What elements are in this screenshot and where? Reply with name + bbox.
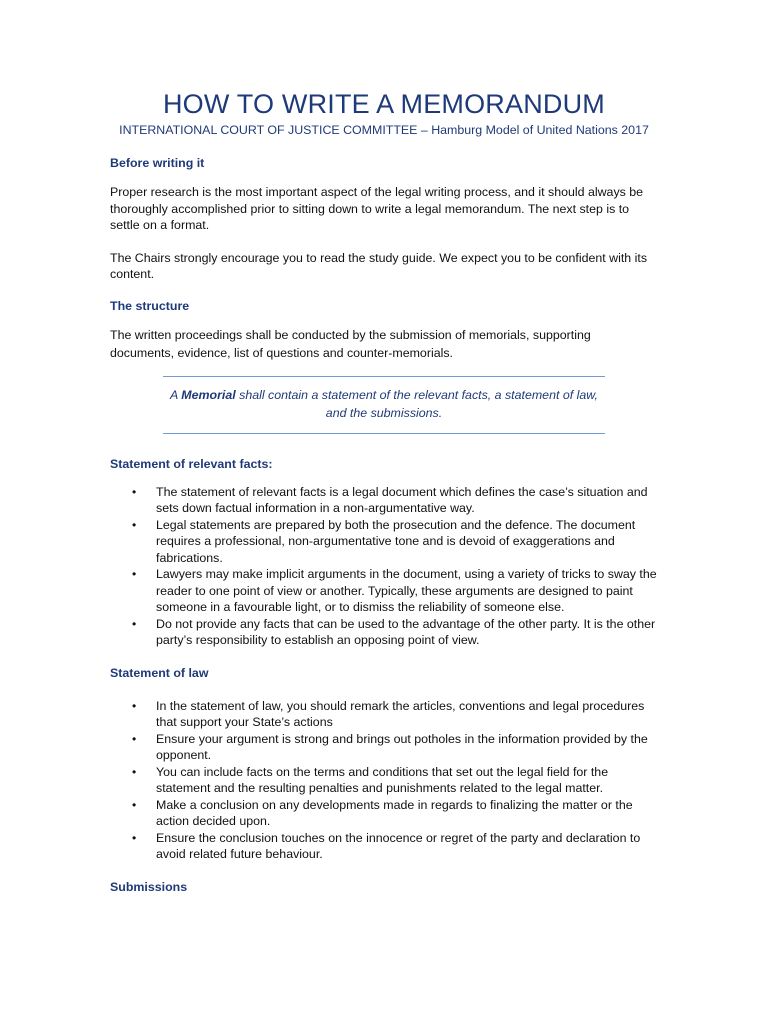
heading-structure: The structure xyxy=(110,298,190,313)
list-item: • Ensure your argument is strong and brings out potholes in the information provided by the opponent. xyxy=(132,731,648,762)
heading-relevant-facts: Statement of relevant facts: xyxy=(110,456,273,471)
before-writing-paragraph-2: The Chairs strongly encourage you to read the study guide. We expect you to be confident with its content. xyxy=(110,250,648,281)
heading-submissions: Submissions xyxy=(110,879,188,894)
bullet-icon: • xyxy=(132,616,137,631)
quote-rest: shall contain a statement of the relevant facts, a statement of law, and the submissions. xyxy=(235,387,598,420)
list-item: • In the statement of law, you should remark the articles, conventions and legal procedures that support your State’s actions xyxy=(132,698,645,729)
document-title: HOW TO WRITE A MEMORANDUM xyxy=(162,89,605,119)
bullet-icon: • xyxy=(132,517,137,532)
facts-list xyxy=(110,484,658,649)
bullet-icon: • xyxy=(132,731,137,746)
document-content xyxy=(110,86,658,895)
memorial-quote xyxy=(163,376,605,434)
document-subtitle: INTERNATIONAL COURT OF JUSTICE COMMITTEE – Hamburg Model of United Nations 2017 xyxy=(119,123,649,137)
bullet-icon: • xyxy=(132,797,137,812)
law-list xyxy=(110,698,658,863)
structure-paragraph: The written proceedings shall be conducted by the submission of memorials, supporting documents, evidence, list of questions and counter-memorials. xyxy=(110,327,591,360)
bullet-icon: • xyxy=(132,484,137,499)
heading-statement-of-law: Statement of law xyxy=(110,665,209,680)
heading-before-writing: Before writing it xyxy=(110,156,205,170)
list-item: • Ensure the conclusion touches on the innocence or regret of the party and declaration to avoid related future behaviour. xyxy=(132,830,641,861)
list-item: • Do not provide any facts that can be used to the advantage of the other party. It is the other party’s responsibility to establish an opposing point of view. xyxy=(132,616,656,647)
bullet-icon: • xyxy=(132,764,137,779)
bullet-icon: • xyxy=(132,567,137,581)
quote-prefix: A xyxy=(170,387,182,402)
list-item: • Make a conclusion on any developments made in regards to finalizing the matter or the action decided upon. xyxy=(132,797,633,828)
list-item: • You can include facts on the terms and conditions that set out the legal field for the statement and the resulting penalties and punishments related to the legal matter. xyxy=(132,764,609,795)
bullet-icon: • xyxy=(132,698,137,713)
list-item: • Lawyers may make implicit arguments in the document, using a variety of tricks to sway the reader to one point of view or another. Typically, these arguments are designed to paint someone in a favourable light, or to dismiss the reliability of someone else. xyxy=(132,567,657,614)
list-item: • The statement of relevant facts is a legal document which defines the case’s situation and sets down factual information in a non-argumentative way. xyxy=(132,484,648,515)
quote-bold-term: Memorial xyxy=(181,387,236,402)
list-item: • Legal statements are prepared by both the prosecution and the defence. The document requires a professional, non-argumentative tone and is devoid of exaggerations and fabrications. xyxy=(132,517,636,565)
before-writing-paragraph-1: Proper research is the most important aspect of the legal writing process, and it should always be thoroughly accomplished prior to sitting down to write a legal memorandum. The next step is to settle on a format. xyxy=(110,185,644,232)
bullet-icon: • xyxy=(132,830,137,845)
